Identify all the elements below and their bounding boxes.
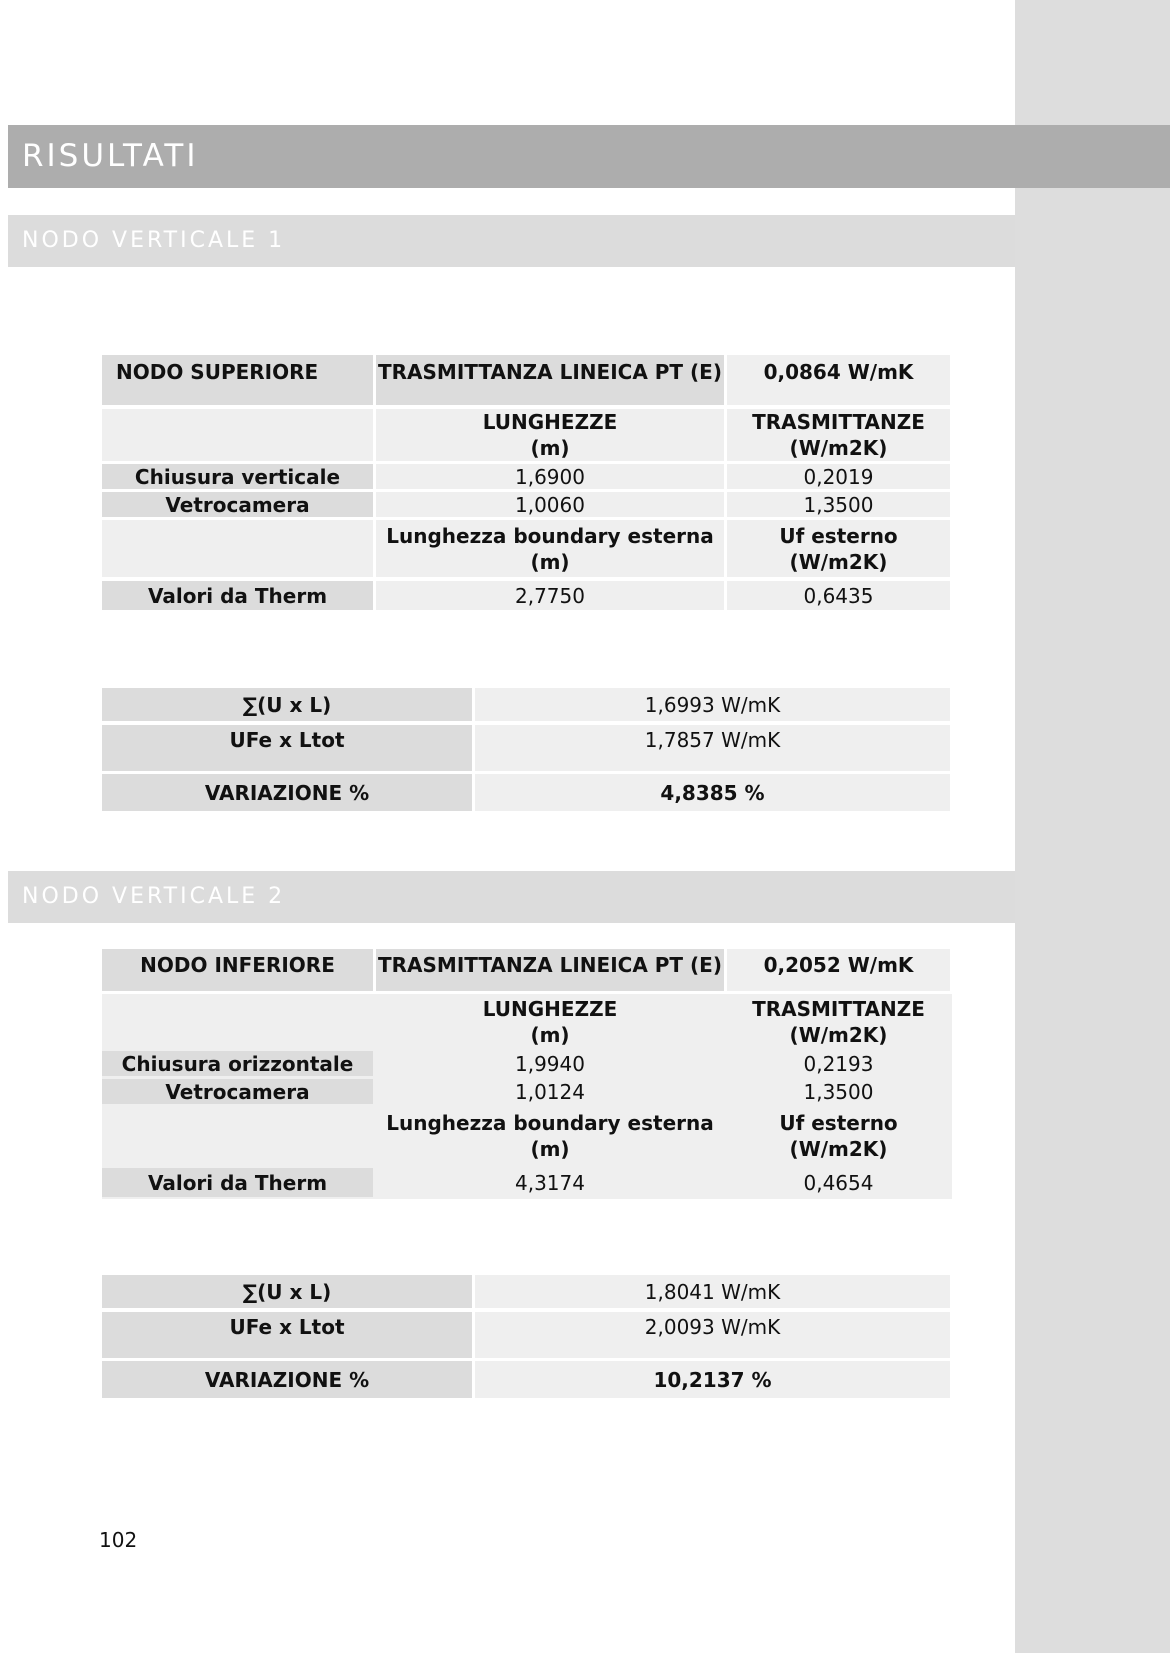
therm-uf-value: 0,4654 [727, 1168, 950, 1197]
row-transmittance-value: 1,3500 [727, 1079, 950, 1104]
uf-external-header-line1: Uf esterno [779, 1110, 898, 1135]
page-sidebar-strip [1015, 0, 1170, 1653]
section-heading-1: NODO VERTICALE 1 [8, 215, 1015, 267]
boundary-length-header-line1: Lunghezza boundary esterna [386, 523, 714, 548]
row-transmittance-value: 0,2193 [727, 1051, 950, 1076]
column-header-lengths-line1: LUNGHEZZE [482, 997, 618, 1021]
uf-external-header-line1: Uf esterno [779, 523, 898, 548]
row-length-value: 1,0124 [376, 1079, 724, 1104]
row-label: Chiusura verticale [102, 464, 373, 489]
column-header-lengths [376, 996, 724, 1048]
boundary-length-header [376, 1107, 724, 1164]
psi-value: 0,2052 W/mK [727, 949, 950, 991]
variation-value: 10,2137 % [475, 1361, 950, 1398]
sum-value: 1,8041 W/mK [475, 1275, 950, 1308]
page-number: 102 [99, 1528, 138, 1552]
uf-external-header [727, 520, 950, 577]
ufe-value: 1,7857 W/mK [475, 725, 950, 771]
psi-label: TRASMITTANZA LINEICA PT (E) [376, 949, 724, 991]
column-header-lengths-line1: LUNGHEZZE [482, 410, 618, 434]
column-header-lengths-line2: (m) [530, 436, 570, 460]
section-heading-2: NODO VERTICALE 2 [8, 871, 1015, 923]
sum-label: ∑(U x L) [102, 1275, 472, 1308]
blank-cell [102, 520, 373, 577]
variation-label: VARIAZIONE % [102, 774, 472, 811]
ufe-label: UFe x Ltot [102, 725, 472, 771]
uf-external-header-line2: (W/m2K) [789, 549, 888, 574]
column-header-trasmittanze-line1: TRASMITTANZE [752, 997, 925, 1021]
row-label: Chiusura orizzontale [102, 1051, 373, 1076]
uf-external-header-line2: (W/m2K) [789, 1136, 888, 1161]
column-header-lengths-line2: (m) [530, 1023, 570, 1047]
row-transmittance-value: 0,2019 [727, 464, 950, 489]
therm-row-label: Valori da Therm [102, 1168, 373, 1197]
column-header-trasmittanze-line1: TRASMITTANZE [752, 410, 925, 434]
row-length-value: 1,6900 [376, 464, 724, 489]
column-header-trasmittanze-line2: (W/m2K) [789, 436, 888, 460]
blank-cell [102, 409, 373, 461]
node-label: NODO SUPERIORE [102, 355, 373, 405]
column-header-trasmittanze [727, 409, 950, 461]
column-header-lengths [376, 409, 724, 461]
sum-label: ∑(U x L) [102, 688, 472, 721]
psi-value: 0,0864 W/mK [727, 355, 950, 405]
therm-row-label: Valori da Therm [102, 581, 373, 610]
page-title: RISULTATI [8, 125, 1170, 188]
row-label: Vetrocamera [102, 1079, 373, 1104]
boundary-length-header-line2: (m) [530, 1136, 570, 1161]
row-transmittance-value: 1,3500 [727, 492, 950, 517]
therm-length-value: 2,7750 [376, 581, 724, 610]
variation-label: VARIAZIONE % [102, 1361, 472, 1398]
row-length-value: 1,0060 [376, 492, 724, 517]
psi-label: TRASMITTANZA LINEICA PT (E) [376, 355, 724, 405]
ufe-label: UFe x Ltot [102, 1312, 472, 1358]
sum-value: 1,6993 W/mK [475, 688, 950, 721]
boundary-length-header-line1: Lunghezza boundary esterna [386, 1110, 714, 1135]
boundary-length-header-line2: (m) [530, 549, 570, 574]
variation-value: 4,8385 % [475, 774, 950, 811]
node-label: NODO INFERIORE [102, 949, 373, 991]
therm-length-value: 4,3174 [376, 1168, 724, 1197]
uf-external-header [727, 1107, 950, 1164]
column-header-trasmittanze-line2: (W/m2K) [789, 1023, 888, 1047]
row-length-value: 1,9940 [376, 1051, 724, 1076]
column-header-trasmittanze [727, 996, 950, 1048]
ufe-value: 2,0093 W/mK [475, 1312, 950, 1358]
row-label: Vetrocamera [102, 492, 373, 517]
boundary-length-header [376, 520, 724, 577]
therm-uf-value: 0,6435 [727, 581, 950, 610]
